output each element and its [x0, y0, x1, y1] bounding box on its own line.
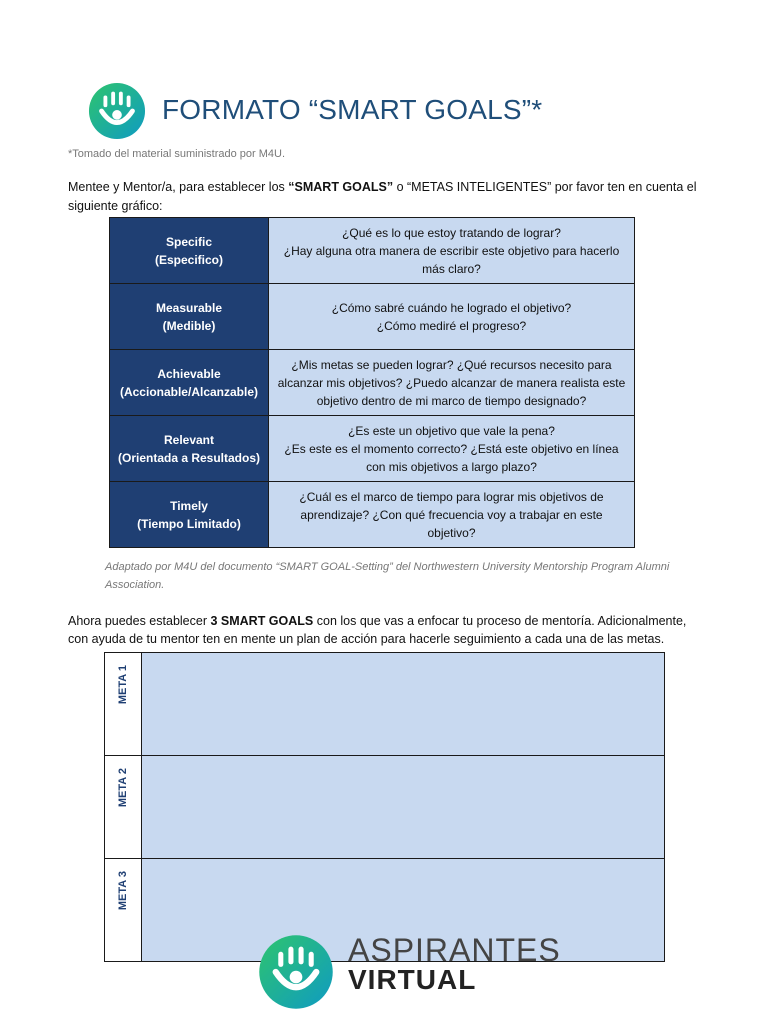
meta-label-cell	[105, 653, 142, 756]
question-text: ¿Cómo mediré el progreso?	[376, 318, 527, 333]
instructions-bold-1: 3 SMART GOALS	[210, 614, 314, 628]
term-en: Measurable	[155, 300, 223, 315]
term-cell	[110, 416, 269, 482]
term-cell	[110, 218, 269, 284]
question-cell	[269, 350, 635, 416]
intro-text-2: o “METAS INTELIGENTES” por favor ten en cuenta el siguiente gráfico:	[68, 180, 697, 213]
term-cell	[110, 350, 269, 416]
meta-row	[105, 756, 665, 859]
intro-paragraph	[68, 178, 708, 216]
meta-row	[105, 653, 665, 756]
question-text: ¿Qué es lo que estoy tratando de lograr?	[342, 225, 561, 240]
table-row	[110, 218, 635, 284]
question-text: ¿Hay alguna otra manera de escribir este objetivo para hacerlo más claro?	[283, 243, 620, 276]
intro-text-1: Mentee y Mentor/a, para establecer los	[68, 180, 289, 194]
term-cell	[110, 482, 269, 548]
page-title: FORMATO “SMART GOALS”*	[162, 94, 543, 125]
meta-label: META 3	[117, 871, 129, 911]
aspirantes-logo-icon	[88, 82, 146, 140]
question-text: ¿Es este un objetivo que vale la pena?	[348, 423, 555, 438]
instructions-paragraph	[68, 612, 708, 648]
smart-table	[109, 217, 635, 548]
term-es: (Medible)	[162, 318, 216, 333]
term-es: (Orientada a Resultados)	[117, 450, 261, 465]
meta-label-cell	[105, 756, 142, 859]
intro-bold-1: “SMART GOALS”	[288, 180, 394, 194]
footer-brand-line1: ASPIRANTES	[348, 932, 561, 968]
term-en: Relevant	[163, 432, 215, 447]
table-row	[110, 350, 635, 416]
instructions-text-1: Ahora puedes establecer	[68, 614, 211, 628]
meta-label: META 1	[117, 665, 129, 705]
question-cell	[269, 218, 635, 284]
question-text: ¿Cómo sabré cuándo he logrado el objetivo?	[331, 300, 572, 315]
footer-brand-line2: VIRTUAL	[348, 964, 477, 995]
source-note: *Tomado del material suministrado por M4U.	[68, 148, 286, 160]
table-row	[110, 416, 635, 482]
table-row	[110, 284, 635, 350]
question-text: ¿Es este es el momento correcto? ¿Está este objetivo en línea con mis objetivos a largo plazo?	[284, 441, 619, 474]
meta-label-cell	[105, 859, 142, 962]
term-en: Timely	[170, 498, 208, 513]
question-cell	[269, 416, 635, 482]
term-en: Achievable	[157, 366, 221, 381]
term-cell	[110, 284, 269, 350]
question-cell	[269, 482, 635, 548]
metas-table	[104, 652, 665, 962]
meta-1-field[interactable]	[142, 653, 665, 756]
adapted-note: Adaptado por M4U del documento “SMART GOAL-Setting” del Northwestern University Mentorship Program Alumni Association.	[105, 561, 670, 591]
meta-label: META 2	[117, 768, 129, 808]
question-text: ¿Mis metas se pueden lograr? ¿Qué recursos necesito para alcanzar mis objetivos? ¿Puedo alcanzar de manera realista este objetivo dentro de mi marco de tiempo designado?	[277, 357, 626, 408]
question-cell	[269, 284, 635, 350]
instructions-text-2: con los que vas a enfocar tu proceso de mentoría. Adicionalmente, con ayuda de tu mentor ten en mente un plan de acción para hacerle seguimiento a cada una de las metas.	[68, 614, 687, 646]
term-es: (Accionable/Alcanzable)	[119, 384, 259, 399]
table-row	[110, 482, 635, 548]
meta-2-field[interactable]	[142, 756, 665, 859]
question-text: ¿Cuál es el marco de tiempo para lograr mis objetivos de aprendizaje? ¿Con qué frecuencia voy a trabajar en este objetivo?	[299, 489, 604, 540]
term-en: Specific	[165, 234, 213, 249]
aspirantes-footer-logo-icon	[256, 934, 336, 1010]
term-es: (Tiempo Limitado)	[137, 516, 241, 531]
term-es: (Especifico)	[154, 252, 223, 267]
